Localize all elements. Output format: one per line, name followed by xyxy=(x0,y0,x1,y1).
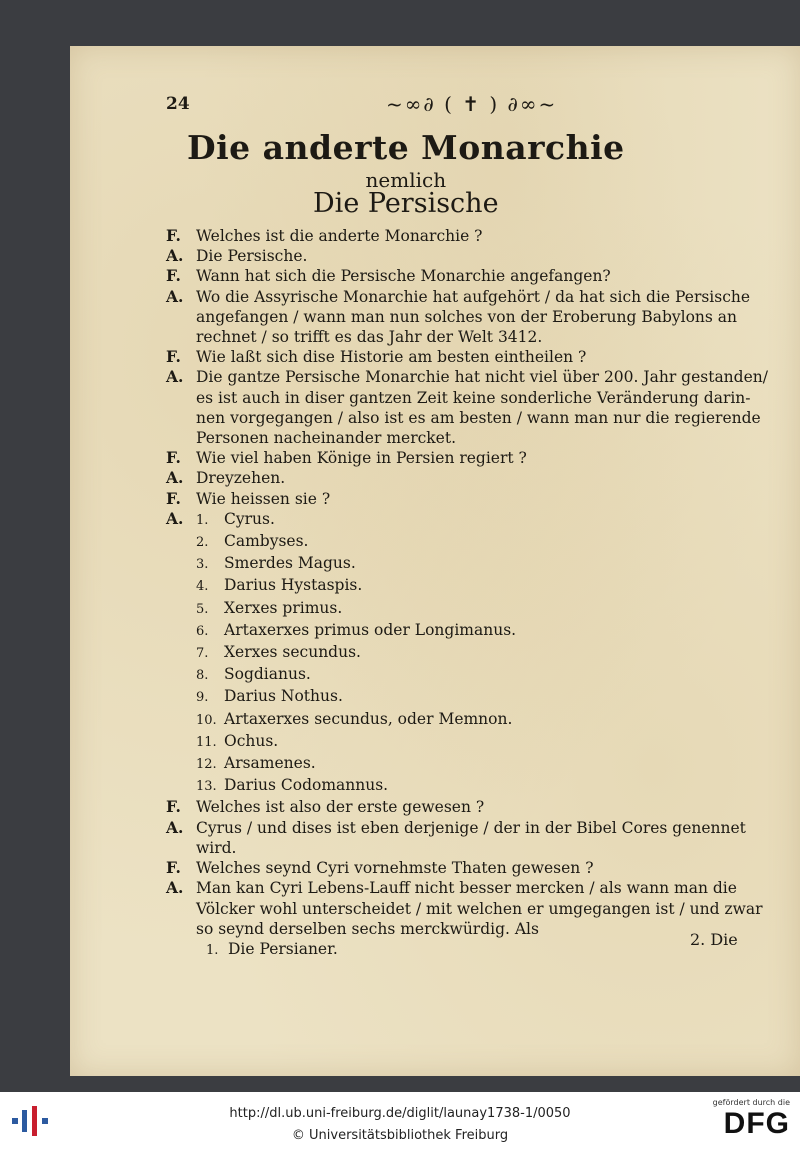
text-line xyxy=(166,367,768,387)
speaker-mark: F. xyxy=(166,448,181,468)
item-number: 3. xyxy=(196,557,209,573)
dfg-caption: gefördert durch die xyxy=(712,1098,790,1107)
speaker-mark: F. xyxy=(166,347,181,367)
king-name: Arsamenes. xyxy=(224,754,316,773)
list-item xyxy=(166,753,754,775)
text-line xyxy=(166,878,754,898)
item-number: 12. xyxy=(196,757,217,773)
list-item xyxy=(166,731,754,753)
king-name: Artaxerxes primus oder Longimanus. xyxy=(224,620,517,639)
speaker-mark: F. xyxy=(166,266,181,286)
chapter-subtitle: nemlich xyxy=(365,168,447,192)
text-line xyxy=(166,797,754,817)
line-text: Wie viel haben Könige in Persien regiert ? xyxy=(196,449,527,468)
list-item xyxy=(166,709,754,731)
text-line xyxy=(166,919,754,939)
text-line xyxy=(166,818,754,838)
line-text: Die Persische. xyxy=(196,247,308,266)
list-item xyxy=(166,775,754,797)
text-line xyxy=(166,347,754,367)
line-text: angefangen / wann man nun solches von der Eroberung Babylons an xyxy=(196,307,738,326)
list-item xyxy=(166,686,754,708)
list-item xyxy=(166,531,754,553)
text-line xyxy=(166,287,754,307)
catchword: 2. Die xyxy=(690,930,738,949)
list-item xyxy=(166,575,754,597)
speaker-mark: F. xyxy=(166,858,181,878)
text-line xyxy=(166,428,754,448)
text-line xyxy=(166,838,754,858)
list-item xyxy=(166,598,754,620)
speaker-mark: A. xyxy=(166,468,184,488)
king-name: Cyrus. xyxy=(224,509,275,528)
king-name: Darius Nothus. xyxy=(224,687,343,706)
item-number: 10. xyxy=(196,712,217,728)
text-line xyxy=(166,307,754,327)
speaker-mark: F. xyxy=(166,488,181,508)
line-text: Wie laßt sich dise Historie am besten eintheilen ? xyxy=(196,348,587,367)
king-name: Darius Hystaspis. xyxy=(224,576,363,595)
line-text: rechnet / so trifft es das Jahr der Welt 3412. xyxy=(196,328,543,347)
dfg-logo[interactable]: DFG xyxy=(723,1107,790,1140)
page-number: 24 xyxy=(166,94,190,114)
king-name: Sogdianus. xyxy=(224,665,311,684)
king-name: Cambyses. xyxy=(224,532,309,551)
king-name: Ochus. xyxy=(224,731,279,750)
king-name: Smerdes Magus. xyxy=(224,554,356,573)
speaker-mark: A. xyxy=(166,817,184,837)
list-item xyxy=(166,509,754,531)
line-text: Welches ist die anderte Monarchie ? xyxy=(196,227,483,245)
line-text: Dreyzehen. xyxy=(196,469,286,488)
text-line xyxy=(166,226,754,246)
line-text: Völcker wohl unterscheidet / mit welchen er umgegangen ist / und zwar xyxy=(196,899,763,918)
text-line xyxy=(166,448,754,468)
item-number: 13. xyxy=(196,779,217,795)
line-text: es ist auch in diser gantzen Zeit keine sonderliche Veränderung darin- xyxy=(196,388,751,407)
ornament-cross-icon: ~∞∂ ( ✝ ) ∂∞~ xyxy=(386,92,558,116)
item-number: 1. xyxy=(196,512,209,528)
item-number: 2. xyxy=(196,535,209,551)
chapter-title: Die anderte Monarchie xyxy=(186,128,625,167)
speaker-mark: A. xyxy=(166,508,184,528)
running-head xyxy=(70,94,800,118)
list-item xyxy=(166,939,754,961)
footer-bar xyxy=(0,1092,800,1149)
item-text: Die Persianer. xyxy=(228,939,338,958)
line-text: wird. xyxy=(196,838,237,857)
text-line xyxy=(166,408,761,428)
list-item xyxy=(166,642,754,664)
king-name: Xerxes primus. xyxy=(224,598,343,617)
chapter-subtitle-2: Die Persische xyxy=(313,188,499,219)
line-text: Wie heissen sie ? xyxy=(196,489,331,508)
item-number: 8. xyxy=(196,668,209,684)
list-item xyxy=(166,553,754,575)
speaker-mark: A. xyxy=(166,878,184,898)
item-number: 4. xyxy=(196,579,209,595)
list-item xyxy=(166,620,754,642)
king-name: Xerxes secundus. xyxy=(224,643,361,662)
line-text: Die gantze Persische Monarchie hat nicht viel über 200. Jahr gestanden/ xyxy=(196,368,768,387)
line-text: Welches ist also der erste gewesen ? xyxy=(196,798,485,817)
item-number: 5. xyxy=(196,601,209,617)
line-text: nen vorgegangen / also ist es am besten / wann man nur die regierende xyxy=(196,408,761,427)
line-text: so seynd derselben sechs merckwürdig. Als xyxy=(196,919,539,938)
line-text: Wann hat sich die Persische Monarchie angefangen? xyxy=(196,267,611,286)
text-line xyxy=(166,388,754,408)
line-text: Personen nacheinander mercket. xyxy=(196,429,457,448)
permalink-url[interactable]: http://dl.ub.uni-freiburg.de/diglit/launay1738-1/0050 xyxy=(229,1106,571,1121)
speaker-mark: A. xyxy=(166,286,184,306)
speaker-mark: F. xyxy=(166,226,181,245)
list-item xyxy=(166,664,754,686)
text-line xyxy=(166,858,754,878)
text-line xyxy=(166,327,754,347)
line-text: Welches seynd Cyri vornehmste Thaten gewesen ? xyxy=(196,859,594,878)
line-text: Man kan Cyri Lebens-Lauff nicht besser mercken / als wann man die xyxy=(196,879,737,898)
king-name: Darius Codomannus. xyxy=(224,776,389,795)
speaker-mark: A. xyxy=(166,367,184,387)
item-number: 7. xyxy=(196,646,209,662)
line-text: Wo die Assyrische Monarchie hat aufgehört / da hat sich die Persische xyxy=(196,287,751,306)
item-number: 1. xyxy=(206,942,219,958)
text-line xyxy=(166,489,754,509)
page-body xyxy=(166,226,768,961)
item-number: 11. xyxy=(196,734,217,750)
text-line xyxy=(166,899,763,919)
book-page xyxy=(70,46,800,1076)
text-line xyxy=(166,246,754,266)
text-line xyxy=(166,266,754,286)
speaker-mark: A. xyxy=(166,246,184,266)
text-line xyxy=(166,468,754,488)
king-name: Artaxerxes secundus, oder Memnon. xyxy=(224,709,513,728)
item-number: 9. xyxy=(196,690,209,706)
speaker-mark: F. xyxy=(166,797,181,817)
item-number: 6. xyxy=(196,623,209,639)
line-text: Cyrus / und dises ist eben derjenige / der in der Bibel Cores genennet xyxy=(196,818,746,837)
copyright-notice: © Universitätsbibliothek Freiburg xyxy=(291,1128,509,1143)
